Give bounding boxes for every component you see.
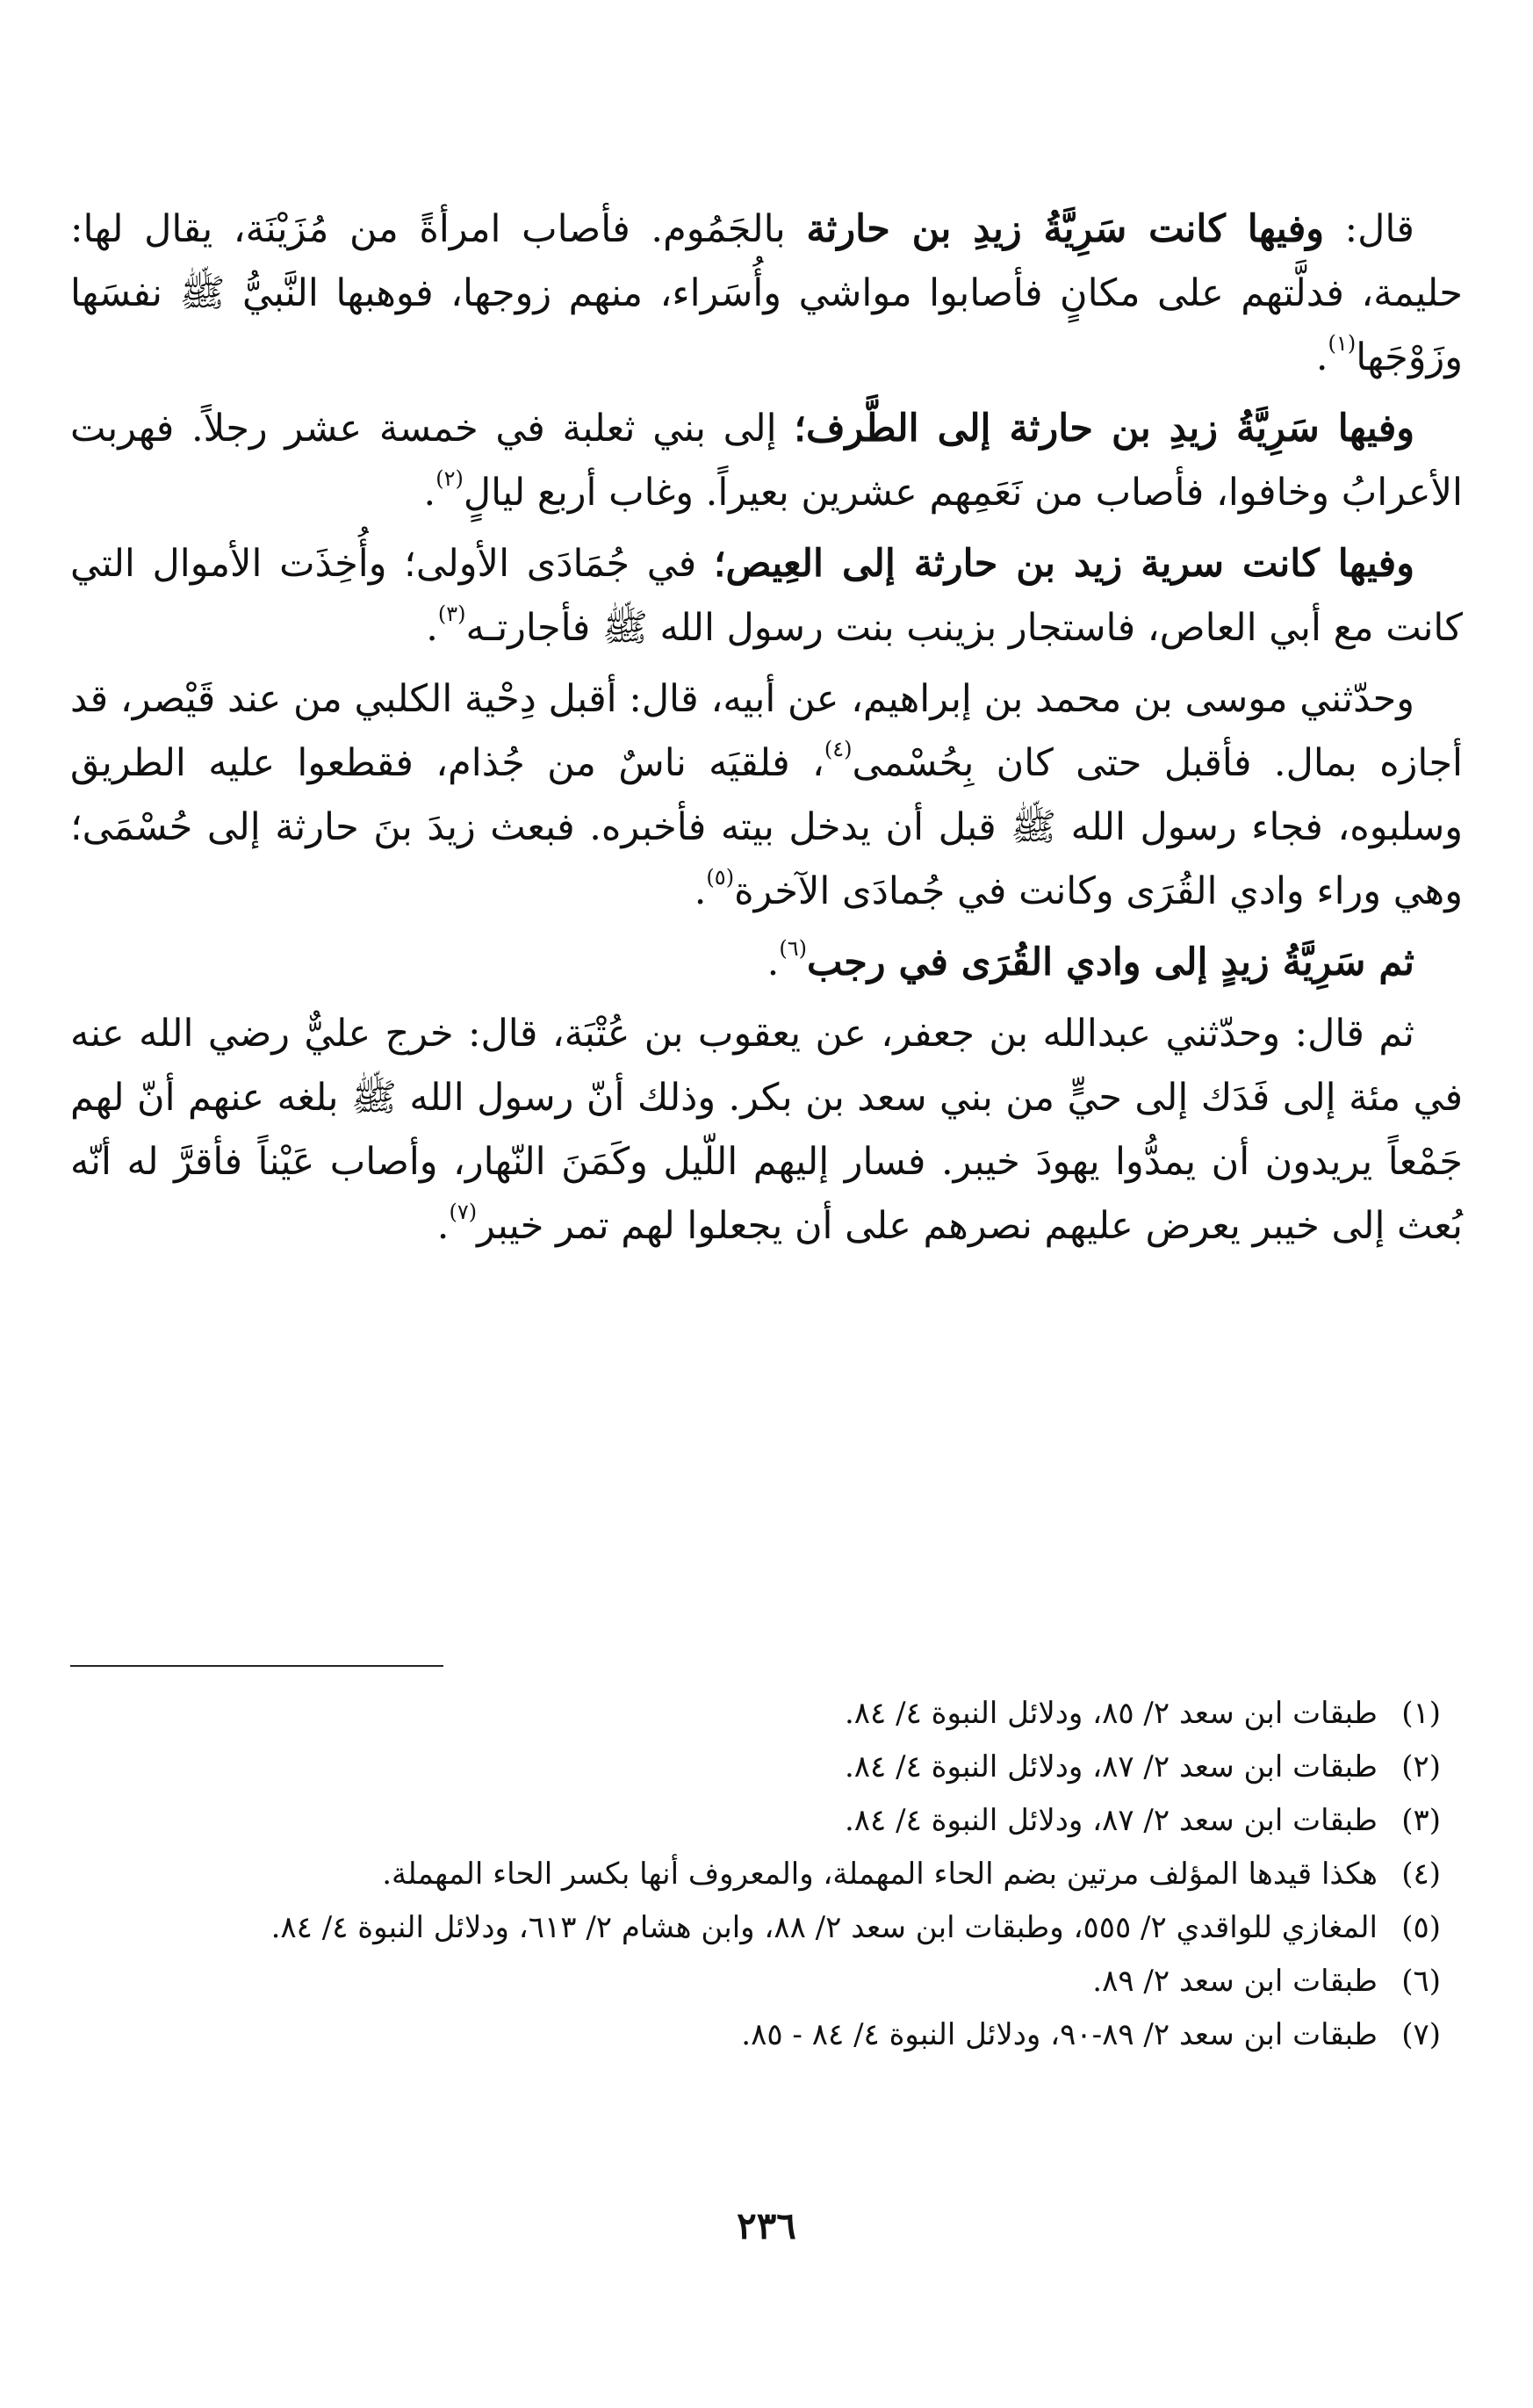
footnote: (٢) طبقات ابن سعد ٢/ ٨٧، ودلائل النبوة ٤/ ٨٤. bbox=[844, 1749, 1441, 1784]
footnotes bbox=[70, 1691, 1441, 2066]
heading-inline: ثم سَرِيَّةُ زيدٍ إلى وادي القُرَى bbox=[961, 941, 1414, 984]
footnote: (٧) طبقات ابن سعد ٢/ ٨٩-٩٠، ودلائل النبوة ٤/ ٨٤ - ٨٥. bbox=[741, 2017, 1441, 2052]
heading-inline: وفيها كانت سَرِيَّةُ زيدِ بن حارثة bbox=[806, 207, 1325, 251]
heading-inline: وفيها سَرِيَّةُ زيدِ بن حارثة إلى الطَّرف؛ bbox=[794, 407, 1415, 451]
footnote-ref[interactable]: (٥) bbox=[706, 865, 735, 890]
main-text bbox=[70, 198, 1463, 1258]
footnote: (٣) طبقات ابن سعد ٢/ ٨٧، ودلائل النبوة ٤/ ٨٤. bbox=[844, 1803, 1441, 1838]
footnote: (٥) المغازي للواقدي ٢/ ٥٥٥، وطبقات ابن سعد ٢/ ٨٨، وابن هشام ٢/ ٦١٣، ودلائل النبوة ٤/ ٨٤. bbox=[270, 1910, 1441, 1945]
paragraph-1: قال: وفيها كانت سَرِيَّةُ زيدِ بن حارثة بالجَمُوم. فأصاب امرأةً من مُزَيْنَة، يقال لها: حليمة، فدلَّتهم على مكانٍ فأصابوا مواشي وأُسَراء، منهم زوجها، فوهبها النَّبيُّ ﷺ نفسَها وزَوْجَها$^{(١)}$. bbox=[70, 207, 1463, 379]
footnote: (١) طبقات ابن سعد ٢/ ٨٥، ودلائل النبوة ٤/ ٨٤. bbox=[844, 1696, 1441, 1731]
footnote-ref[interactable]: (٣) bbox=[437, 602, 466, 626]
footnote-divider bbox=[70, 1665, 443, 1667]
footnote-ref[interactable]: (٢) bbox=[435, 466, 464, 491]
paragraph-2: وفيها سَرِيَّةُ زيدِ بن حارثة إلى الطَّرف؛ إلى بني ثعلبة في خمسة عشر رجلاً. فهربت الأعرابُ وخافوا، فأصاب من نَعَمِهم عشرين بعيراً. وغاب أربع ليالٍ$^{(٢)}$. bbox=[70, 407, 1463, 515]
paragraph-3: وفيها كانت سرية زيد بن حارثة إلى العِيص؛ في جُمَادَى الأولى؛ وأُخِذَت الأموال التي كانت مع أبي العاص، فاستجار بزينب بنت رسول الله ﷺ فأجارتـه$^{(٣)}$. bbox=[70, 542, 1463, 650]
paragraph-4: وحدّثني موسى بن محمد بن إبراهيم، عن أبيه، قال: أقبل دِحْية الكلبي من عند قَيْصر، قد أجازه بمال. فأقبل حتى كان بِحُسْمى$^{(٤)}$، فلقيَه ناسٌ من جُذام، فقطعوا عليه الطريق وسلبوه، فجاء رسول الله ﷺ قبل أن يدخل بيته فأخبره. فبعث زيدَ بنَ حارثة إلى حُسْمَى؛ وهي وراء وادي القُرَى وكانت في جُمادَى الآخرة$^{(٥)}$. bbox=[70, 677, 1463, 913]
paragraph-5: ثم سَرِيَّةُ زيدٍ إلى وادي القُرَى في رجب$^{(٦)}$. bbox=[766, 936, 1414, 984]
footnote-ref[interactable]: (١) bbox=[1328, 331, 1357, 356]
paragraph-6: ثم قال: وحدّثني عبدالله بن جعفر، عن يعقوب بن عُتْبَة، قال: خرج عليٌّ رضي الله عنه في مئة إلى فَدَك إلى حيٍّ من بني سعد بن بكر. وذلك أنّ رسول الله ﷺ بلغه عنهم أنّ لهم جَمْعاً يريدون أن يمدُّوا يهودَ خيبر. فسار إليهم اللّيل وكَمَنَ النّهار، وأصاب عَيْناً فأقرَّ له أنّه بُعث إلى خيبر يعرض عليهم نصرهم على أن يجعلوا لهم تمر خيبر$^{(٧)}$. bbox=[70, 1012, 1463, 1248]
page-number: ٢٣٦ bbox=[737, 2204, 796, 2247]
heading-inline: وفيها كانت سرية زيد بن حارثة إلى العِيص؛ bbox=[713, 542, 1415, 586]
footnote-ref[interactable]: (٦) bbox=[779, 936, 807, 961]
footnote-ref[interactable]: (٧) bbox=[449, 1200, 478, 1224]
footnote: (٦) طبقات ابن سعد ٢/ ٨٩. bbox=[1092, 1964, 1441, 1999]
footnote-ref[interactable]: (٤) bbox=[824, 737, 853, 761]
footnote: (٤) هكذا قيدها المؤلف مرتين بضم الحاء المهملة، والمعروف أنها بكسر الحاء المهملة. bbox=[382, 1856, 1441, 1892]
